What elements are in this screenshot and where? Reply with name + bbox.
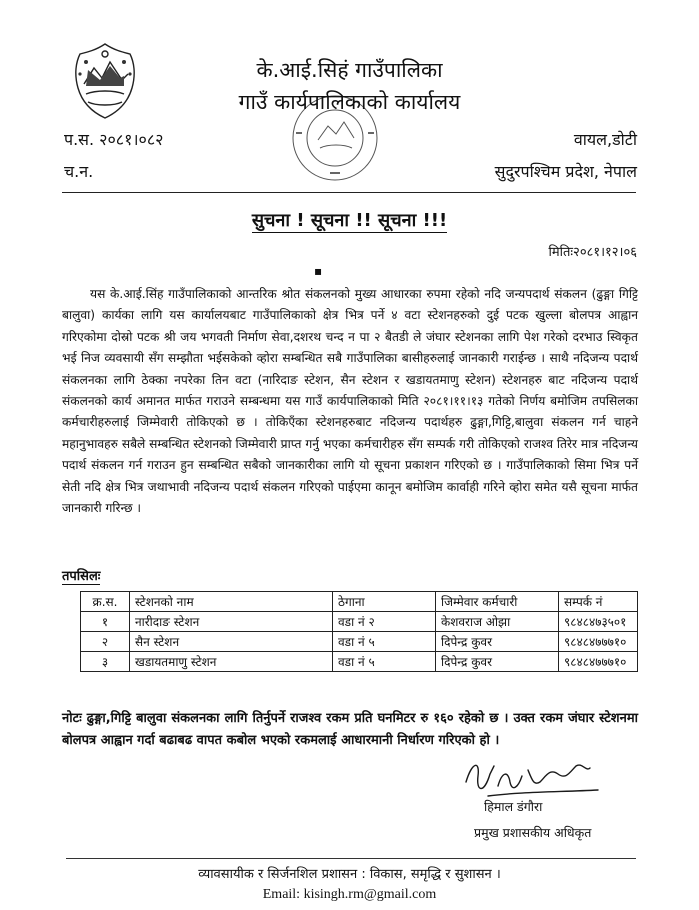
office-province: सुदुरपश्चिम प्रदेश, नेपाल [494,162,637,181]
table-cell: ९८४८४७७७१० [559,652,638,672]
table-cell: ९८४८४७७७१० [559,632,638,652]
details-label-text: तपसिलः [62,569,101,584]
table-cell: दिपेन्द्र कुवर [436,652,559,672]
table-cell: २ [81,632,130,652]
table-cell: १ [81,612,130,632]
table-header-row [81,592,638,612]
header-divider [62,192,636,193]
office-name: के.आई.सिहं गाउँपालिका [256,58,443,82]
table-header-cell: सम्पर्क नं [559,592,638,612]
signatory-title: प्रमुख प्रशासकीय अधिकृत [474,825,592,840]
table-cell: ३ [81,652,130,672]
table-cell: सैन स्टेशन [130,632,333,652]
notice-body: यस के.आई.सिंह गाउँपालिकाको आन्तरिक श्रोत संकलनको मुख्य आधारका रुपमा रहेको नदि जन्यपदार्थ संकलन (ढुङ्गा गिट्टि बालुवा) कार्यका लागि यस कार्यालयबाट गाउँपालिकाको क्षेत्र भित्र पर्ने ४ वटा स्टेशनहरुको दुई पटक खुल्ला बोलपत्र आह्वान गरिएकोमा दोस्रो पटक श्री जय भगवती निर्माण सेवा,दशरथ चन्द न पा २ बैतडी ले जंघार स्टेशनका लागि पेश गरेको दरभाउ स्विकृत भई निज व्यवसायी सँग सम्झौता भईसकेको व्होरा सम्बन्धित सबै गाउँपालिका बासीहरुलाई जानकारी गराईन्छ । साथै नदिजन्य पदार्थ संकलनका लागि ठेक्का नपरेका तिन वटा (नारिदाङ स्टेशन, सैन स्टेशन र खडायतमाणु स्टेशन) स्टेशनहरु बाट नदिजन्य पदार्थ संकलनको कार्य अमानत मार्फत गराउने सम्बन्धमा यस गाउँ कार्यपालिकाको मिति २०८१।११।१३ गतेको निर्णय बमोजिम तपसिलका कर्मचारीहरुलाई जिम्मेवारी तोकिएको छ । तोकिएँका स्टेशनहरुबाट नदिजन्य पदार्थहरु ढुङ्गा,गिट्टि,बालुवा संकलन गर्न चाहने महानुभावहरु सबैले सम्बन्धित स्टेशनको जिम्मेवारी प्राप्त गर्नु भएका कर्मचारीहरु सँग सम्पर्क गरी तोकिएको राजश्व तिरेर मात्र नदिजन्य पदार्थ संकलन गर्न गराउन हुन सम्बन्धित सबैको जानकारीका लागि यो सूचना प्रकाशन गरिएको छ । गाउँपालिकाको सिमा भित्र पर्ने सेती नदि क्षेत्र भित्र जथाभावी नदिजन्य पदार्थ संकलन गरिएको पाईएमा कानून बमोजिम कार्वाही गरिने व्होरा समेत यसै सूचना मार्फत जानकारी गरिन्छ । [62,287,638,516]
table-cell: दिपेन्द्र कुवर [436,632,559,652]
footer-motto: व्यावसायीक र सिर्जनशिल प्रशासन : विकास, समृद्धि र सुशासन । [198,867,501,882]
table-cell: वडा नं ५ [333,652,436,672]
table-header-cell: स्टेशनको नाम [130,592,333,612]
office-subtitle: गाउँ कार्यपालिकाको कार्यालय [238,90,461,114]
table-row [81,632,638,652]
notice-title [0,208,699,232]
table-header-cell: ठेगाना [333,592,436,612]
table-cell: ९८४८४७३५०१ [559,612,638,632]
table-header-cell: क्र.स. [81,592,130,612]
notice-title-text: सुचना ! सूचना !! सूचना !!! [251,210,448,231]
table-cell: खडायतमाणु स्टेशन [130,652,333,672]
footer-divider [66,858,636,859]
footer-email: Email: kisingh.rm@gmail.com [262,887,437,902]
table-cell: वडा नं ५ [333,632,436,652]
office-location: वायल,डोटी [573,130,637,149]
stray-mark: ▪ [314,264,323,278]
note-text: नोटः ढुङ्गा,गिट्टि बालुवा संकलनका लागि तिर्नुपर्ने राजश्व रकम प्रति घनमिटर रु १६० रहेको छ । उक्त रकम जंघार स्टेशनमा बोलपत्र आह्वान गर्दा बढाबढ वापत कबोल भएको रकमलाई आधारमानी निर्धारण गरिएको हो । [62,711,638,748]
station-table [80,591,638,672]
signatory-name: हिमाल डंगौरा [484,799,543,814]
table-row [81,612,638,632]
details-label [62,566,100,584]
notice-date: मितिः२०८१।१२।०६ [548,245,637,260]
reference-number: प.स. २०८१।०८२ [64,130,164,149]
table-cell: वडा नं २ [333,612,436,632]
table-header-cell: जिम्मेवार कर्मचारी [436,592,559,612]
table-cell: केशवराज ओझा [436,612,559,632]
table-row [81,652,638,672]
dispatch-number: च.न. [64,162,94,181]
table-cell: नारीदाङ स्टेशन [130,612,333,632]
